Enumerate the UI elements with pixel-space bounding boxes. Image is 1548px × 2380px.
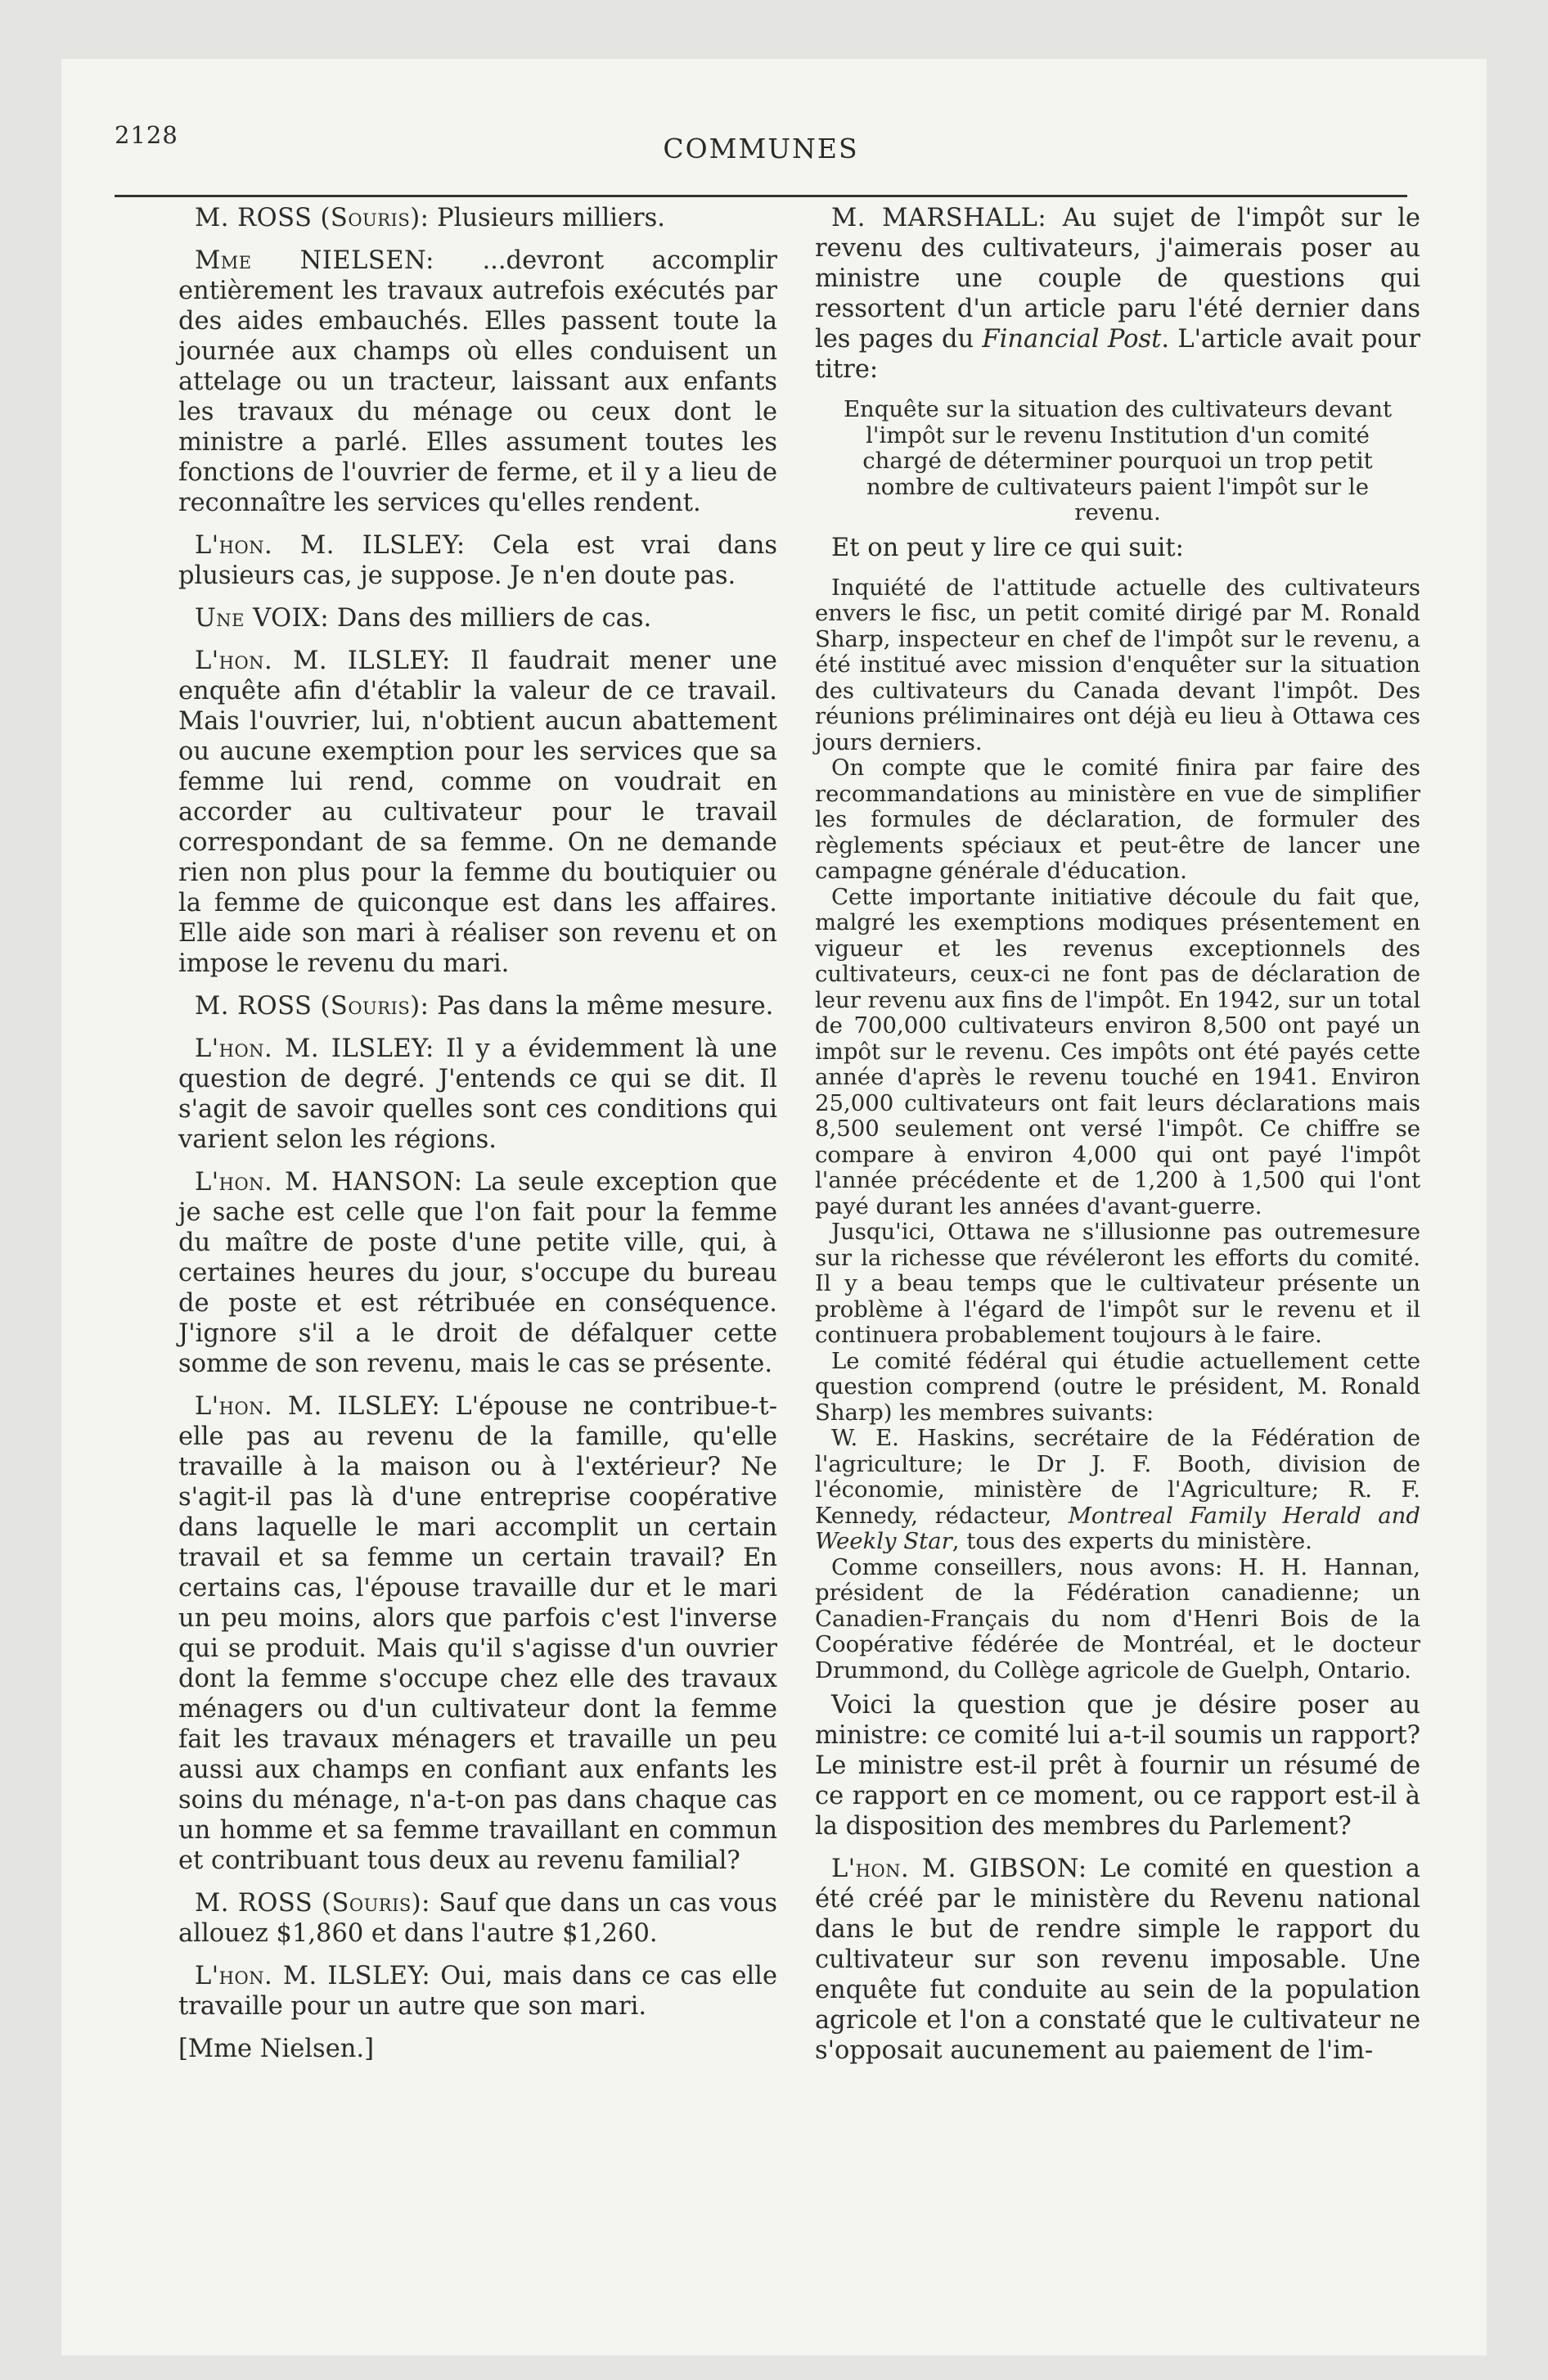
members-text: , tous des experts du ministère. — [952, 1528, 1312, 1554]
header-rule — [115, 195, 1407, 197]
speech-paragraph — [178, 603, 777, 633]
speech-text: L'épouse ne contribue-t-elle pas au revenu de la famille, qu'elle travaille à la maison ou à l'extérieur? Ne s'agit-il pas là d'une entreprise coopérative dans laquelle le mari accomplit un certain travail et sa femme un certain travail? En certains cas, l'épouse travaille dur et le mari un peu moins, alors que parfois c'est l'inverse qui se produit. Mais qu'il s'agisse d'un ouvrier dont la femme s'occupe chez elle des travaux ménagers ou d'un cultivateur dont la femme fait les travaux ménagers et travaille un peu aussi aux champs en confiant aux enfants les soins du ménage, n'a-t-on pas dans chaque cas un homme et sa femme travaillant en commun et contribuant tous deux au revenu familial? — [178, 1392, 777, 1875]
lead-in: Et on peut y lire ce qui suit: — [831, 533, 1184, 562]
speaker: L'hon. M. GIBSON: — [831, 1855, 1087, 1883]
quote-paragraph — [815, 1426, 1420, 1555]
quote-paragraph: On compte que le comité finira par faire des recommandations au ministère en vue de simplifier les formules de déclaration, de formuler des règlements spéciaux et peut-être de lancer une campagne générale d'éducation. — [815, 755, 1420, 884]
speaker: L'hon. M. ILSLEY: — [195, 1034, 434, 1063]
left-column — [178, 203, 777, 2076]
question-paragraph: Voici la question que je désire poser au ministre: ce comité lui a-t-il soumis un rapport? Le ministre est-il prêt à fournir un résumé de ce rapport en ce moment, ou ce rapport est-il à la disposition des membres du Parlement? — [815, 1691, 1420, 1841]
speech-text: Au sujet de l'impôt sur le revenu des cultivateurs, j'aimerais poser au ministre une couple de questions qui ressortent d'un article paru l'été dernier dans les pages du — [815, 204, 1420, 354]
quote-paragraph: Cette importante initiative découle du fait que, malgré les exemptions modiques présentement en vigueur et les revenus exceptionnels des cultivateurs, ceux-ci ne font pas de déclaration de leur revenu aux fins de l'impôt. En 1942, sur un total de 700,000 cultivateurs environ 8,500 ont payé un impôt sur le revenu. Ces impôts ont été payés cette année d'après le revenu touché en 1941. Environ 25,000 cultivateurs ont fait leurs déclarations mais 8,500 seulement ont versé l'impôt. Ce chiffre se compare à environ 4,000 qui ont payé l'impôt l'année précédente et de 1,200 à 1,500 qui l'ont payé durant les années d'avant-guerre. — [815, 883, 1420, 1219]
speaker: L'hon. M. ILSLEY: — [195, 531, 466, 560]
speech-paragraph — [178, 646, 777, 979]
publication-name: Montreal Family Herald and Weekly Star — [815, 1502, 1420, 1554]
speaker: L'hon. M. HANSON: — [195, 1168, 463, 1197]
speech-paragraph — [815, 203, 1420, 385]
article-title: Enquête sur la situation des cultivateurs devant l'impôt sur le revenu Institution d'un comité chargé de déterminer pourquoi un trop petit nombre de cultivateurs paient l'impôt sur le revenu. — [843, 396, 1393, 525]
speaker-footer-note: [Mme Nielsen.] — [178, 2035, 374, 2063]
speaker: L'hon. M. ILSLEY: — [195, 647, 451, 675]
speech-paragraph — [178, 203, 777, 233]
speech-text: La seule exception que je sache est celle que l'on fait pour la femme du maître de poste d'une petite ville, qui, à certaines heures du jour, s'occupe du bureau de poste et est rétribuée en conséquence. J'ignore s'il a le droit de défalquer cette somme de son revenu, mais le cas se présente. — [178, 1168, 777, 1378]
speech-paragraph — [178, 1167, 777, 1379]
speech-paragraph — [178, 1888, 777, 1949]
page-header — [115, 65, 1407, 165]
speaker: M. ROSS (Souris): — [195, 204, 430, 232]
quote-paragraph: Jusqu'ici, Ottawa ne s'illusionne pas outremesure sur la richesse que révéleront les efforts du comité. Il y a beau temps que le cultivateur présente un problème à l'égard de l'impôt sur le revenu et il continuera probablement toujours à le faire. — [815, 1219, 1420, 1348]
speech-text: Dans des milliers de cas. — [329, 604, 652, 633]
speech-text: Plusieurs milliers. — [429, 204, 665, 232]
article-title-block — [815, 397, 1420, 526]
speech-paragraph — [178, 1391, 777, 1876]
page-title: COMMUNES — [663, 133, 859, 165]
publication-name: Financial Post — [982, 325, 1162, 354]
speech-text: . L'article avait pour titre: — [815, 325, 1420, 384]
speech-text: Pas dans la même mesure. — [429, 992, 774, 1021]
speech-text: Cela est vrai dans plusieurs cas, je suppose. Je n'en doute pas. — [178, 531, 777, 590]
speech-paragraph — [178, 530, 777, 591]
page-number: 2128 — [115, 121, 178, 149]
members-text: W. E. Haskins, secrétaire de la Fédération de l'agriculture; le Dr J. F. Booth, division de l'économie, ministère de l'Agriculture; R. F. Kennedy, rédacteur, — [815, 1425, 1420, 1529]
speaker: M. ROSS (Souris): — [195, 992, 430, 1021]
speech-paragraph — [178, 1961, 777, 2022]
speaker: L'hon. M. ILSLEY: — [195, 1962, 431, 1990]
speaker: Mme NIELSEN: — [195, 246, 434, 275]
speech-text: Sauf que dans un cas vous allouez $1,860 et dans l'autre $1,260. — [178, 1889, 777, 1948]
speech-text: ...devront accomplir entièrement les travaux autrefois exécutés par des aides embauchés. Elles passent toute la journée aux champs où elles conduisent un attelage ou un tracteur, laissant aux enfants les travaux du ménage ou ceux dont le ministre a parlé. Elles assument toutes les fonctions de l'ouvrier de ferme, et il y a lieu de reconnaître les services qu'elles rendent. — [178, 246, 777, 517]
speech-text: Il faudrait mener une enquête afin d'établir la valeur de ce travail. Mais l'ouvrier, lui, n'obtient aucun abattement ou aucune exemption pour les services que sa femme lui rend, comme on voudrait en accorder au cultivateur pour le travail correspondant de sa femme. On ne demande rien non plus pour la femme du boutiquier ou la femme de quiconque est dans les affaires. Elle aide son mari à réaliser son revenu et on impose le revenu du mari. — [178, 647, 777, 978]
quote-paragraph: Le comité fédéral qui étudie actuellement cette question comprend (outre le président, M. Ronald Sharp) les membres suivants: — [815, 1347, 1420, 1426]
article-quote — [815, 575, 1420, 1684]
speech-paragraph — [178, 991, 777, 1021]
speech-paragraph — [815, 1854, 1420, 2066]
speech-text: Il y a évidemment là une question de degré. J'entends ce qui se dit. Il s'agit de savoir quelles sont ces conditions qui varient selon les régions. — [178, 1034, 777, 1154]
speaker: L'hon. M. ILSLEY: — [195, 1392, 441, 1421]
right-column — [815, 203, 1420, 2078]
speech-text: Le comité en question a été créé par le ministère du Revenu national dans le but de rendre simple le rapport du cultivateur sur son revenu imposable. Une enquête fut conduite au sein de la population agricole et l'on a constaté que le cultivateur ne s'opposait aucunement au paiement de l'im- — [815, 1855, 1420, 2065]
speaker: M. MARSHALL: — [831, 204, 1047, 232]
speech-text: Oui, mais dans ce cas elle travaille pour un autre que son mari. — [178, 1962, 777, 2021]
quote-paragraph: Inquiété de l'attitude actuelle des cultivateurs envers le fisc, un petit comité dirigé par M. Ronald Sharp, inspecteur en chef de l'impôt sur le revenu, a été institué avec mission d'enquêter sur la situation des cultivateurs du Canada devant l'impôt. Des réunions préliminaires ont déjà eu lieu à Ottawa ces jours derniers. — [815, 574, 1420, 755]
quote-paragraph: Comme conseillers, nous avons: H. H. Hannan, président de la Fédération canadienne; un Canadien-Français du nom d'Henri Bois de la Coopérative fédérée de Montréal, et le docteur Drummond, du Collège agricole de Guelph, Ontario. — [815, 1553, 1420, 1684]
speech-paragraph — [178, 1034, 777, 1155]
speaker: M. ROSS (Souris): — [195, 1889, 430, 1918]
speech-paragraph — [178, 246, 777, 518]
speaker: Une VOIX: — [195, 604, 330, 633]
